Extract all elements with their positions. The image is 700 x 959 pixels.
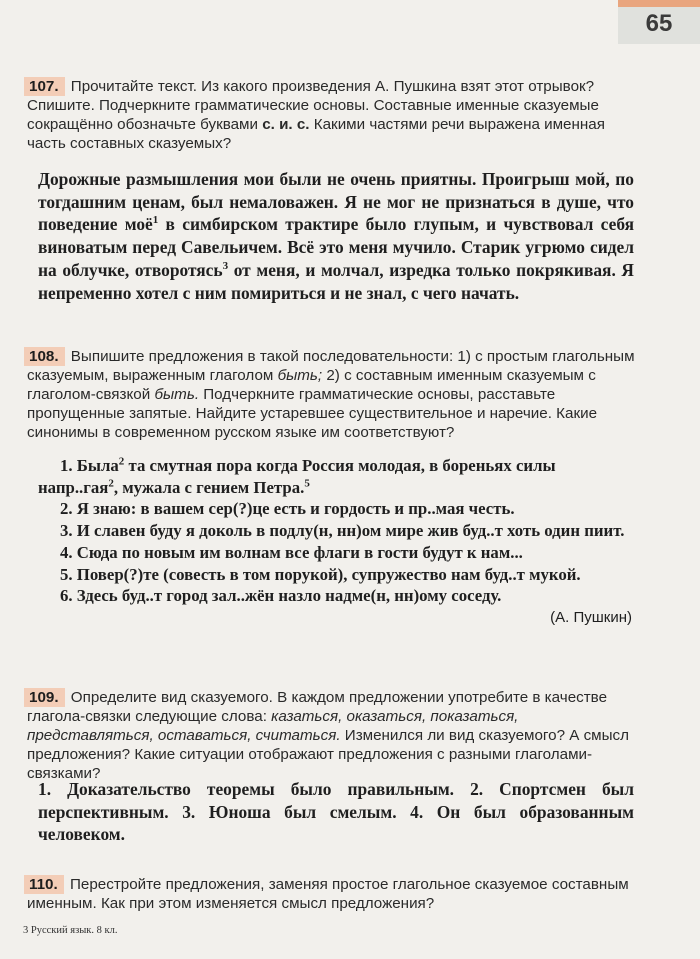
- list-item: 3. И славен буду я доколь в подлу(н, нн)ом мире жив буд..т хоть один пиит.: [60, 521, 625, 541]
- task-108-instructions: 108. Выпишите предложения в такой последовательности: 1) с простым глагольным сказуемым, выраженным глаголом быть; 2) с составным именным сказуемым с глаголом-связкой быть. Подчеркните грамматические основы, расставьте пропущенные запятые. Найдите устаревшее существительное и наречие. Какие синонимы в современном русском языке им соответствуют?: [27, 347, 643, 442]
- task-107-text: Дорожные размышления мои были не очень приятны. Проигрыш мой, по тогдашним ценам, был немаловажен. Я не мог не признаться в душе, что поведение моё$^1$ в симбирском трактире было глупым, и чувствовал себя виноватым перед Савельичем. Всё это меня мучило. Старик угрюмо сидел на облучке, отворотясь$^3$ от меня, и молчал, изредка только покрякивая. Я непременно хотел с ним помириться и не знал, с чего начать.: [38, 169, 634, 303]
- abbreviation: с. и. с.: [262, 116, 310, 133]
- task-number: 108.: [24, 347, 65, 366]
- list-item: 5. Повер(?)те (совесть в том порукой), супружество нам буд..т мукой.: [60, 564, 581, 584]
- list-item: 1. Была$^2$ та смутная пора когда Россия молодая, в бореньях силы напр..гая$^2$, мужала с гением Петра.$^5$: [38, 455, 556, 497]
- list-item: 2. Я знаю: в вашем сер(?)це есть и гордость и пр..мая честь.: [60, 499, 515, 519]
- task-number: 110.: [24, 875, 64, 894]
- task-108-sentences: [38, 455, 634, 629]
- list-item: 6. Здесь буд..т город зал..жён назло надме(н, нн)ому соседу.: [60, 586, 502, 606]
- task-109-instructions: 109. Определите вид сказуемого. В каждом предложении употребите в качестве глагола-связки следующие слова: казаться, оказаться, показаться, представляться, оставаться, считаться. Изменился ли вид сказуемого? А смысл предложения? Какие ситуации отображают предложения с разными глаголами-связками?: [27, 688, 643, 783]
- author-attribution: (А. Пушкин): [550, 608, 632, 626]
- task-109-text: 1. Доказательство теоремы было правильным. 2. Спортсмен был перспективным. 3. Юноша был смелым. 4. Он был образованным человеком.: [38, 779, 634, 845]
- task-number: 109.: [24, 688, 65, 707]
- page-footer: 3 Русский язык. 8 кл.: [23, 925, 118, 936]
- page-number: 65: [645, 10, 673, 37]
- task-107-instructions: 107. Прочитайте текст. Из какого произведения А. Пушкина взят этот отрывок? Спишите. Подчеркните грамматические основы. Составные именные сказуемые сокращённо обозначьте буквами с. и. с. Какими частями речи выражена именная часть составных сказуемых?: [27, 77, 643, 153]
- page-number-accent: [618, 0, 700, 7]
- task-110-instructions: 110. Перестройте предложения, заменяя простое глагольное сказуемое составным именным. Как при этом изменяется смысл предложения?: [27, 875, 643, 913]
- task-number: 107.: [24, 77, 65, 96]
- list-item: 4. Сюда по новым им волнам все флаги в гости будут к нам...: [60, 542, 523, 562]
